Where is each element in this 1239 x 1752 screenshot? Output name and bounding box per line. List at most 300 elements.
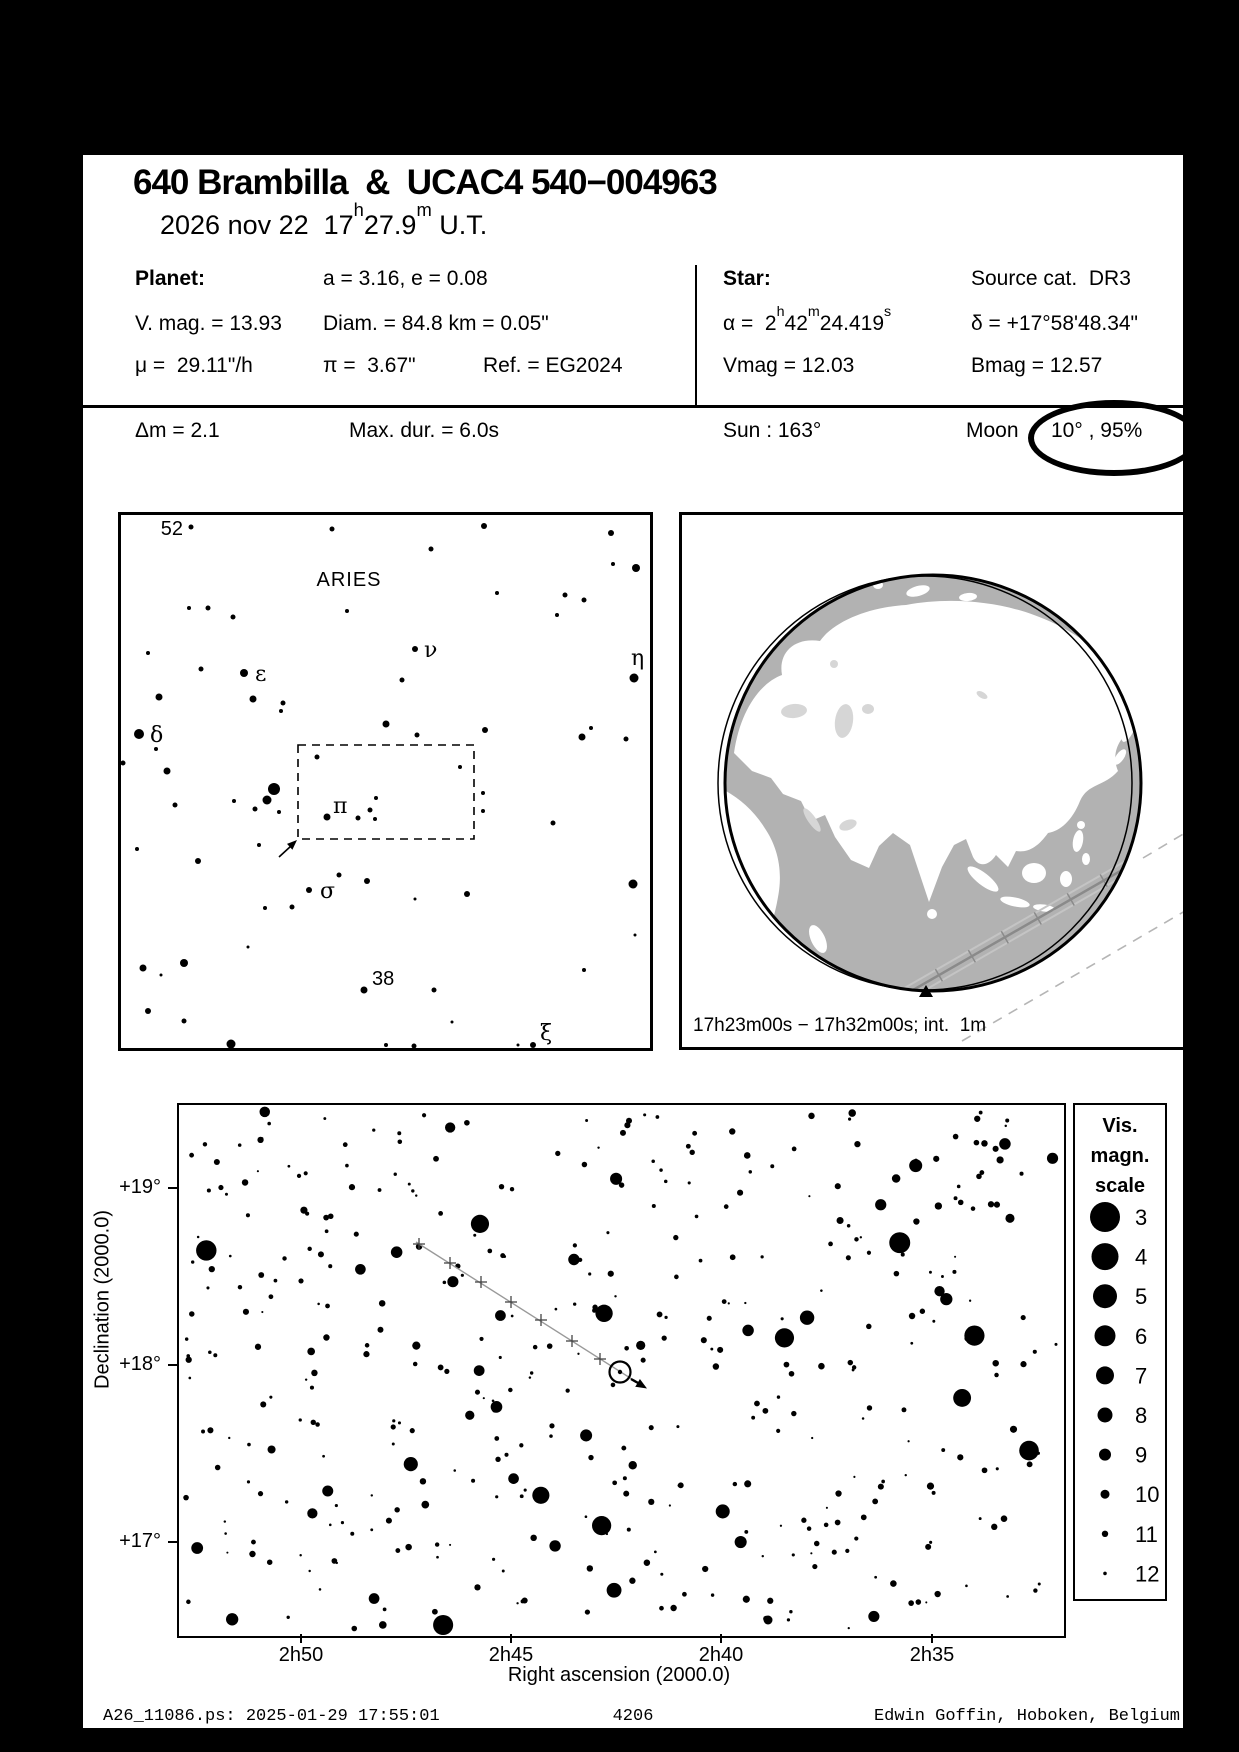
x-axis-tick [720,1634,722,1643]
field-star [707,1316,712,1321]
field-star [395,1548,400,1553]
field-star [520,1494,524,1498]
island [927,909,937,919]
field-star [1021,1315,1026,1320]
field-star [319,1588,322,1591]
field-star [433,1156,439,1162]
field-star [952,1270,956,1274]
field-star [328,1264,332,1268]
field-star [701,1337,707,1343]
field-star [474,1584,480,1590]
field-star [269,1294,274,1299]
field-star [791,1411,796,1416]
field-star [592,1305,597,1310]
band-tick [1133,856,1140,868]
field-star [991,1524,997,1530]
field-star [121,761,126,766]
field-star [835,1520,841,1526]
field-star [568,1254,579,1265]
field-star [847,1224,851,1228]
field-star [504,1453,508,1457]
header-rule [83,405,1183,408]
field-star [662,1335,667,1340]
field-star [641,1358,646,1363]
field-star [652,1204,656,1208]
field-star [777,1395,780,1398]
field-star [242,1179,249,1186]
field-star [516,1602,518,1604]
field-star [290,905,295,910]
field-star [699,1259,703,1263]
field-star [941,1448,945,1452]
field-star [657,1311,663,1317]
magnitude-legend [1073,1103,1167,1601]
field-star [449,1544,451,1546]
field-star [378,1188,382,1192]
inland-sea [830,660,838,668]
field-star [492,1399,495,1402]
field-star [458,765,462,769]
field-star [336,1562,338,1564]
field-star [878,1484,884,1490]
field-star [792,1553,795,1556]
field-star [383,721,390,728]
island [1077,821,1085,829]
column-divider [695,265,697,407]
field-star [160,974,163,977]
field-star [394,1507,399,1512]
field-star [345,609,349,613]
field-star [582,1162,588,1168]
field-star [268,783,280,795]
legend-magnitude-dot [1102,1531,1108,1537]
field-star [1001,1515,1008,1522]
field-star [807,1526,811,1530]
field-star [183,1495,189,1501]
field-star [209,1266,215,1272]
field-star [329,1524,332,1527]
legend-title-line: scale [1094,1175,1146,1197]
named-star [361,987,368,994]
field-star [958,1200,964,1206]
field-star [522,1597,528,1603]
y-axis-tick [168,1364,177,1366]
field-star [932,1491,936,1495]
field-star [226,1613,238,1625]
field-star [742,1325,753,1336]
legend-magnitude-dot [1090,1202,1120,1232]
y-axis-tick-label: +18° [119,1353,161,1375]
field-star [412,1342,420,1350]
field-star [854,1536,858,1540]
field-star [957,1454,963,1460]
field-star [555,1308,558,1311]
field-star [629,1461,637,1469]
field-star [907,1440,909,1442]
field-star [730,1254,736,1260]
field-star [253,807,258,812]
field-star [404,1457,418,1471]
planet-motion: μ = 29.11"/h [135,354,253,377]
field-star [733,1482,737,1486]
field-star [664,1316,667,1319]
field-star [620,1130,626,1136]
legend-magnitude-value: 11 [1135,1521,1158,1547]
field-star [500,1253,505,1258]
field-star [909,1313,915,1319]
footer-filename-timestamp: A26_11086.ps: 2025-01-29 17:55:01 [103,1707,440,1726]
field-star [999,1138,1011,1150]
named-star [306,887,312,893]
field-star [228,1437,230,1439]
field-star [311,1370,317,1376]
field-star [447,1276,458,1287]
field-star [238,1285,242,1289]
planet-diameter: Diam. = 84.8 km = 0.05" [323,312,549,335]
field-star [722,1299,727,1304]
field-star [688,1181,691,1184]
legend-magnitude-dot [1101,1490,1110,1499]
field-star [881,1480,885,1484]
star-label: σ [320,879,336,904]
field-star [182,1019,187,1024]
field-star [929,1271,932,1274]
field-star [643,1113,646,1116]
field-star [1005,1214,1014,1223]
field-star [1047,1153,1058,1164]
field-star [555,1151,560,1156]
field-star [282,1256,286,1260]
field-star [573,1243,577,1247]
field-star [563,593,568,598]
field-star [370,1528,373,1531]
star-vmag: Vmag = 12.03 [723,354,855,377]
field-star [377,1327,383,1333]
field-star [585,1609,590,1614]
field-star [201,1430,205,1434]
field-star [826,1507,828,1509]
y-axis-tick [168,1187,177,1189]
y-axis-tick-label: +17° [119,1530,161,1552]
island [1102,894,1149,921]
field-star [1010,1426,1017,1433]
field-star [420,1478,426,1484]
field-star [475,1390,480,1395]
field-star [305,1212,309,1216]
field-star [929,1541,932,1544]
field-star [438,1211,443,1216]
field-star [508,1473,519,1484]
field-star [963,1397,968,1402]
field-star [853,1476,855,1478]
field-star [566,1388,570,1392]
field-star [224,1532,227,1535]
field-star [751,1416,755,1420]
field-star [429,547,434,552]
named-star [189,525,194,530]
star-label: ν [424,638,438,663]
field-star [317,1303,320,1306]
field-star [322,1486,333,1497]
footer-author: Edwin Goffin, Hoboken, Belgium [873,1707,1180,1726]
field-star [213,1353,217,1357]
field-star [1054,1343,1057,1346]
field-star [1038,1583,1041,1586]
field-star [199,667,204,672]
field-star [379,1621,387,1629]
field-star [920,1309,925,1314]
field-star [471,1479,475,1483]
field-star [249,1551,255,1557]
field-star [1033,1350,1037,1354]
field-star [307,1508,317,1518]
field-star [415,733,420,738]
constellation-finder-chart [118,512,653,1051]
moon-value: 10° , 95% [1051,419,1143,442]
named-star [630,674,639,683]
field-star [299,1418,302,1421]
field-star [629,880,638,889]
target-box-arrow [279,846,291,857]
field-star [145,1008,151,1014]
legend-magnitude-dot [1103,1572,1107,1576]
field-star [636,1341,645,1350]
field-star [1033,1588,1037,1592]
field-star [410,1428,415,1433]
field-star [251,1540,256,1545]
field-star [436,1556,439,1559]
field-star [787,1618,790,1621]
field-star [255,1344,261,1350]
field-star [1019,1441,1039,1461]
target-star [618,1370,622,1374]
field-star [916,1599,922,1605]
field-star [585,1515,588,1518]
field-star [433,1615,453,1635]
field-star [716,1504,730,1518]
field-star [954,1256,956,1258]
field-star [992,1360,998,1366]
field-star [232,799,236,803]
y-axis-tick [168,1541,177,1543]
field-star [669,1504,671,1506]
field-star [587,1565,593,1571]
field-star [335,1504,338,1507]
field-star [754,1401,760,1407]
field-star [269,1396,272,1399]
legend-magnitude-value: 6 [1135,1323,1148,1349]
field-star [934,1591,940,1597]
field-star [238,1143,242,1147]
field-star [263,796,272,805]
field-star [328,1213,334,1219]
field-star [901,1253,905,1257]
field-star [860,1236,862,1238]
field-star [156,694,163,701]
field-star [582,598,587,603]
field-star [551,821,556,826]
field-star [185,1337,188,1340]
field-star [215,1465,221,1471]
constellation-label: ARIES [316,569,382,591]
field-star [400,678,405,683]
field-star [243,1309,249,1315]
legend-magnitude-value: 3 [1135,1205,1148,1230]
star-label: 38 [372,968,395,990]
field-star [953,1389,971,1407]
field-star [307,1348,315,1356]
field-star [315,755,320,760]
field-star [206,606,211,611]
field-star [257,1170,259,1172]
field-star [474,1365,485,1376]
star-label: ξ [540,1021,553,1046]
field-star [549,1540,560,1551]
field-star [524,1489,527,1492]
x-axis-tick-label: 2h50 [278,1644,324,1666]
field-star [349,1184,355,1190]
field-star [386,1518,392,1524]
field-star [595,1305,612,1322]
star-source-catalog: Source cat. DR3 [971,267,1131,290]
field-star [197,1236,200,1239]
field-star [247,1480,250,1483]
field-star [889,1232,910,1253]
x-axis-tick-label: 2h45 [488,1644,534,1666]
island [1086,933,1182,1001]
legend-magnitude-dot [1092,1243,1119,1270]
field-star [578,1258,582,1262]
field-star [195,858,201,864]
field-star [481,791,485,795]
field-star [573,1302,576,1305]
field-star [611,562,615,566]
x-axis-tick [931,1634,933,1643]
moon-label: Moon [966,419,1019,442]
field-star [848,1627,850,1629]
field-star [627,1528,631,1532]
field-star [792,1147,797,1152]
field-star [308,1570,310,1572]
field-star [979,1517,982,1520]
field-star [492,1558,495,1561]
field-star [848,1118,851,1121]
island [1082,853,1090,865]
named-star [134,729,144,739]
x-axis-tick [300,1634,302,1643]
field-star [728,1302,730,1304]
field-star [789,1371,795,1377]
field-star [808,1195,810,1197]
field-star [964,1336,970,1342]
field-star [913,1218,919,1224]
field-star [208,1350,212,1354]
field-star [261,1311,263,1313]
field-star [905,1474,907,1476]
field-star [481,809,485,813]
field-star [835,1183,841,1189]
field-star [848,1109,856,1117]
field-star [299,1554,301,1556]
field-star [982,1467,988,1473]
field-star [363,1351,369,1357]
field-star [398,1421,401,1424]
track-time-caption: 17h23m00s − 17h32m00s; int. 1m [693,1015,987,1036]
planet-parallax: π = 3.67" [323,354,416,377]
field-star [146,651,150,655]
field-star [530,1535,536,1541]
field-star [749,1170,752,1173]
field-star [744,1152,751,1159]
field-star [173,803,178,808]
field-star [832,1550,837,1555]
planet-vmag: V. mag. = 13.93 [135,312,282,335]
field-star [808,1113,814,1119]
field-star [555,613,559,617]
field-star [337,873,342,878]
field-star [549,1434,553,1438]
field-star [517,1044,520,1047]
field-star [267,1559,273,1565]
field-star [533,1345,538,1350]
field-star [495,1310,506,1321]
field-star [207,1427,213,1433]
field-star [483,1397,485,1399]
field-star [191,1542,203,1554]
field-star [997,1156,1004,1163]
field-star [394,1173,397,1176]
field-star [988,1201,994,1207]
legend-magnitude-value: 12 [1135,1561,1160,1587]
field-star [710,1348,713,1351]
field-star [443,1281,447,1285]
field-star [432,988,437,993]
field-star [784,1362,790,1368]
field-star [549,1423,554,1428]
field-star [421,1501,429,1509]
field-star [187,606,191,610]
field-star [207,1188,211,1192]
field-star [413,1362,418,1367]
legend-magnitude-value: 10 [1135,1482,1160,1508]
field-star [970,1331,975,1336]
field-star [298,1278,303,1283]
field-star [763,1616,769,1622]
field-star [608,530,614,536]
field-star [894,1271,900,1277]
field-star [927,1483,934,1490]
legend-title-line: magn. [1090,1145,1150,1167]
legend-magnitude-value: 4 [1135,1244,1148,1270]
field-star [580,1429,592,1441]
field-star [623,1491,629,1497]
field-star [1005,1119,1009,1123]
detail-starfield [179,1105,1064,1636]
field-star [482,1220,485,1223]
field-star [189,1311,195,1317]
planet-reference: Ref. = EG2024 [483,354,623,377]
field-star [957,1185,961,1189]
field-star [925,1601,927,1603]
field-star [341,1521,344,1524]
sun-elongation: Sun : 163° [723,419,822,442]
field-star [874,1576,877,1579]
field-star [606,1533,608,1535]
field-star [673,1235,678,1240]
field-star [744,1530,748,1534]
field-star [868,1611,879,1622]
field-star [910,1342,913,1345]
